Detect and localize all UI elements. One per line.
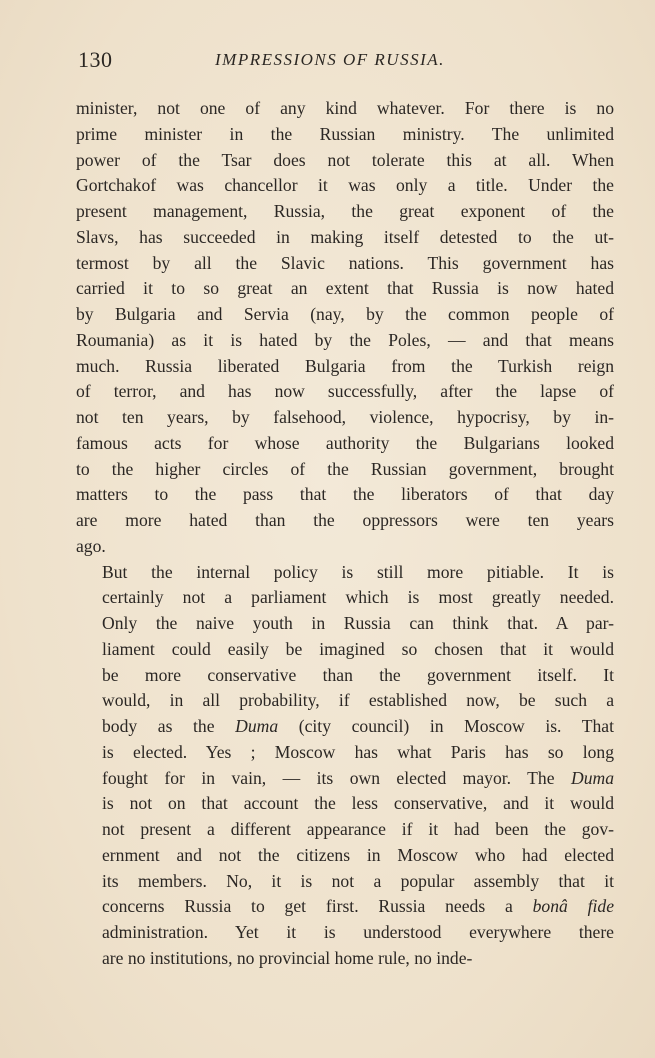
- text-segment: ago.: [76, 535, 106, 556]
- italic-text: Duma: [235, 716, 279, 736]
- text-line: [76, 173, 614, 199]
- text-line: [76, 379, 614, 405]
- text-segment: prime minister in the Russian ministry. The unlimited: [76, 123, 614, 144]
- text-line: [76, 843, 614, 869]
- text-segment: certainly not a parliament which is most greatly needed.: [102, 587, 614, 608]
- text-segment: are more hated than the oppressors were ten years: [76, 510, 614, 530]
- text-segment: is elected. Yes ; Moscow has what Paris has so long: [102, 741, 614, 762]
- text-line: [76, 894, 614, 920]
- text-segment: of terror, and has now successfully, after the lapse of: [76, 381, 614, 402]
- text-line: [76, 817, 614, 843]
- text-segment: would, in all probability, if established now, be such a: [102, 690, 614, 711]
- text-line: [76, 354, 614, 380]
- text-line: [76, 688, 614, 714]
- text-line: [76, 946, 614, 972]
- text-line: [76, 199, 614, 225]
- text-segment: much. Russia liberated Bulgaria from the Turkish reign: [76, 355, 614, 376]
- text-line: [76, 766, 614, 792]
- text-segment: Only the naive youth in Russia can think that. A par-: [102, 613, 614, 633]
- text-segment: Slavs, has succeeded in making itself detested to the ut-: [76, 226, 614, 247]
- text-line: [76, 457, 614, 483]
- text-line: [76, 405, 614, 431]
- text-segment: liament could easily be imagined so chosen that it would: [102, 638, 614, 659]
- text-segment: Roumania) as it is hated by the Poles, — and that means: [76, 329, 614, 350]
- text-line: [76, 508, 614, 534]
- text-line: [76, 585, 614, 611]
- text-segment: ernment and not the citizens in Moscow who had elected: [102, 844, 614, 865]
- text-segment: are no institutions, no provincial home rule, no inde-: [102, 947, 473, 968]
- text-segment: by Bulgaria and Servia (nay, by the common people of: [76, 304, 614, 324]
- text-segment: But the internal policy is still more pitiable. It is: [102, 561, 614, 582]
- text-segment: is not on that account the less conservative, and it would: [102, 793, 614, 814]
- text-segment: not ten years, by falsehood, violence, hypocrisy, by in-: [76, 407, 614, 427]
- page-number: 130: [78, 47, 113, 72]
- text-line: [76, 920, 614, 946]
- italic-text: bonâ fide: [532, 896, 615, 917]
- text-line: [76, 431, 614, 457]
- text-line: [76, 791, 614, 817]
- text-line: [76, 740, 614, 766]
- text-segment: body as the: [102, 716, 236, 736]
- page-header: [78, 47, 598, 77]
- text-line: [76, 560, 614, 586]
- text-segment: termost by all the Slavic nations. This government has: [76, 252, 614, 273]
- text-segment: not present a different appearance if it had been the gov-: [102, 819, 614, 839]
- text-segment: Gortchakof was chancellor it was only a title. Under the: [76, 175, 614, 196]
- text-line: [76, 663, 614, 689]
- text-line: [76, 251, 614, 277]
- text-line: [76, 96, 614, 122]
- text-segment: power of the Tsar does not tolerate this at all. When: [76, 149, 614, 170]
- paragraph: [76, 96, 614, 560]
- text-line: [76, 869, 614, 895]
- text-segment: minister, not one of any kind whatever. For there is no: [76, 98, 614, 118]
- text-line: [76, 534, 614, 560]
- body-text: [76, 96, 614, 972]
- italic-text: Duma: [570, 767, 614, 788]
- text-line: [76, 122, 614, 148]
- text-line: [76, 302, 614, 328]
- text-segment: present management, Russia, the great exponent of the: [76, 201, 614, 221]
- text-segment: carried it to so great an extent that Russia is now hated: [76, 278, 614, 299]
- text-line: [76, 611, 614, 637]
- text-segment: administration. Yet it is understood everywhere there: [102, 922, 614, 942]
- text-line: [76, 714, 614, 740]
- text-segment: famous acts for whose authority the Bulgarians looked: [76, 432, 614, 453]
- text-segment: concerns Russia to get first. Russia needs a: [102, 896, 533, 917]
- text-line: [76, 482, 614, 508]
- text-line: [76, 637, 614, 663]
- text-segment: matters to the pass that the liberators of that day: [76, 484, 614, 505]
- text-line: [76, 148, 614, 174]
- text-segment: to the higher circles of the Russian government, brought: [76, 458, 614, 479]
- text-segment: be more conservative than the government itself. It: [102, 664, 614, 685]
- text-segment: fought for in vain, — its own elected mayor. The: [102, 767, 571, 788]
- text-line: [76, 328, 614, 354]
- text-segment: its members. No, it is not a popular assembly that it: [102, 870, 614, 891]
- text-line: [76, 276, 614, 302]
- paragraph: [76, 560, 614, 972]
- text-line: [76, 225, 614, 251]
- text-segment: (city council) in Moscow is. That: [278, 716, 614, 736]
- running-head: IMPRESSIONS OF RUSSIA.: [215, 50, 445, 69]
